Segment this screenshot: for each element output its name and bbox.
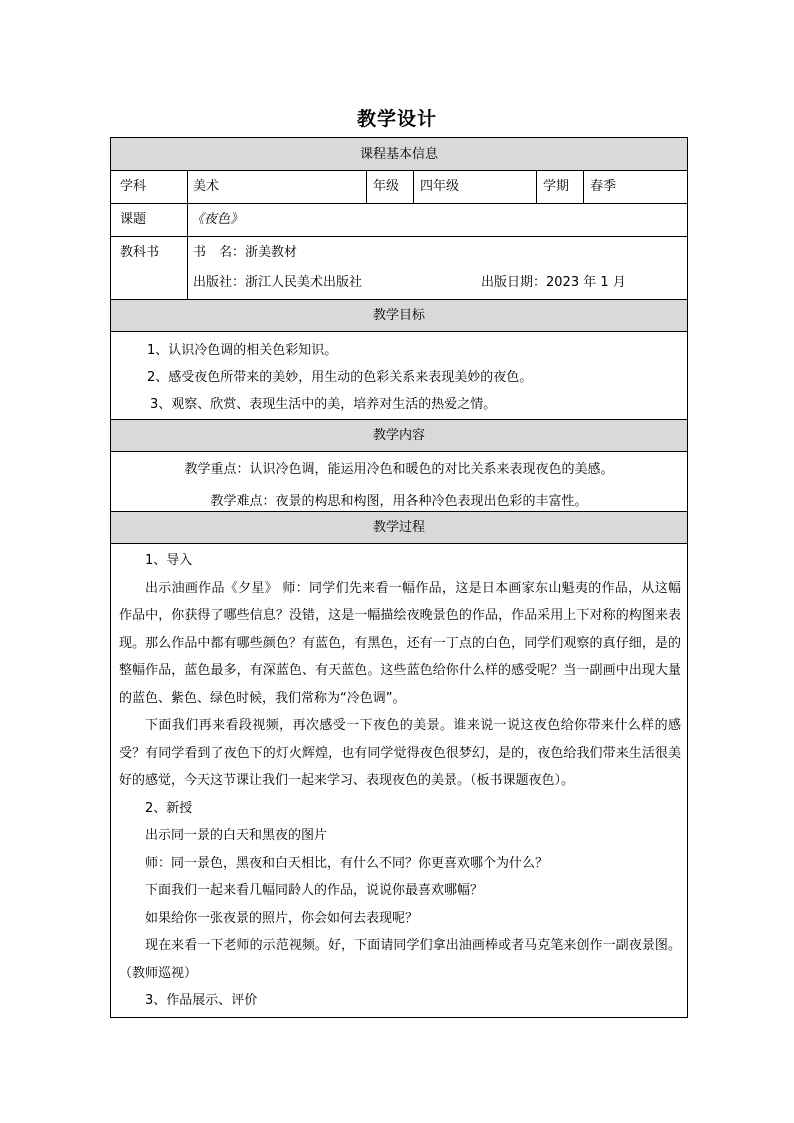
subject-label: 学科 [120,179,147,194]
difficulty-point: 教学难点：夜景的构思和构图，用各种冷色表现出色彩的丰富性。 [210,494,588,509]
textbook-label: 教科书 [120,245,160,260]
topic-label: 课题 [120,212,147,227]
key-point: 教学重点：认识冷色调，能运用冷色和暖色的对比关系来表现夜色的美感。 [184,462,614,477]
section-header-objectives: 教学目标 [111,300,687,332]
process-step-heading: 1、导入 [145,553,193,568]
section-header-content: 教学内容 [111,420,687,452]
objective-item: 3、观察、欣赏、表现生活中的美，培养对生活的热爱之情。 [150,397,497,412]
process-paragraph: 现在来看一下老师的示范视频。好，下面请同学们拿出油画棒或者马克笔来创作一副夜景图。（教师巡视） [119,938,681,981]
process-paragraph: 如果给你一张夜景的照片，你会如何去表现呢？ [145,910,419,926]
process-step-heading: 2、新授 [145,800,193,816]
document-title: 教学设计 [356,108,437,130]
topic-value: 《夜色》 [191,212,244,227]
process-body [119,547,681,1015]
book-name: 书 名：浙美教材 [193,245,298,260]
grade-label: 年级 [373,179,400,194]
grade-value: 四年级 [420,179,460,194]
process-paragraph: 出示油画作品《夕星》 师：同学们先来看一幅作品，这是日本画家东山魁夷的作品，从这幅作品中，你获得了哪些信息？没错，这是一幅描绘夜晚景色的作品，作品采用上下对称的构图来表现。那么作品中都有哪些颜色？有蓝色，有黑色，还有一丁点的白色，同学们观察的真仔细，是的整幅作品，蓝色最多，有深蓝色、有天蓝色。这些蓝色给你什么样的感受呢？当一副画中出现大量的蓝色、紫色、绿色时候，我们常称为“冷色调”。 [119,580,681,706]
objective-item: 2、感受夜色所带来的美妙，用生动的色彩关系来表现美妙的夜色。 [147,370,533,385]
term-label: 学期 [543,179,570,194]
section-header-process: 教学过程 [111,512,687,544]
term-value: 春季 [590,179,617,194]
process-paragraph: 师：同一景色，黑夜和白天相比，有什么不同？你更喜欢哪个为什么？ [145,855,549,871]
process-paragraph: 出示同一景的白天和黑夜的图片 [145,828,328,843]
subject-value: 美术 [193,179,220,194]
lesson-plan-table [110,137,688,1018]
process-paragraph: 下面我们一起来看几幅同龄人的作品，说说你最喜欢哪幅？ [145,883,484,898]
objective-item: 1、认识冷色调的相关色彩知识。 [147,343,338,358]
section-header-basic-info: 课程基本信息 [111,138,687,171]
process-paragraph: 下面我们再来看段视频，再次感受一下夜色的美景。谁来说一说这夜色给你带来什么样的感受？有同学看到了夜色下的灯火辉煌，也有同学觉得夜色很梦幻，是的，夜色给我们带来生活很美好的感觉，今天这节课让我们一起来学习、表现夜色的美景。（板书课题夜色）。 [119,718,681,788]
publisher: 出版社：浙江人民美术出版社 [193,275,363,290]
process-step-heading: 3、作品展示、评价 [145,993,258,1008]
publication-date: 出版日期：2023 年 1 月 [481,275,626,290]
